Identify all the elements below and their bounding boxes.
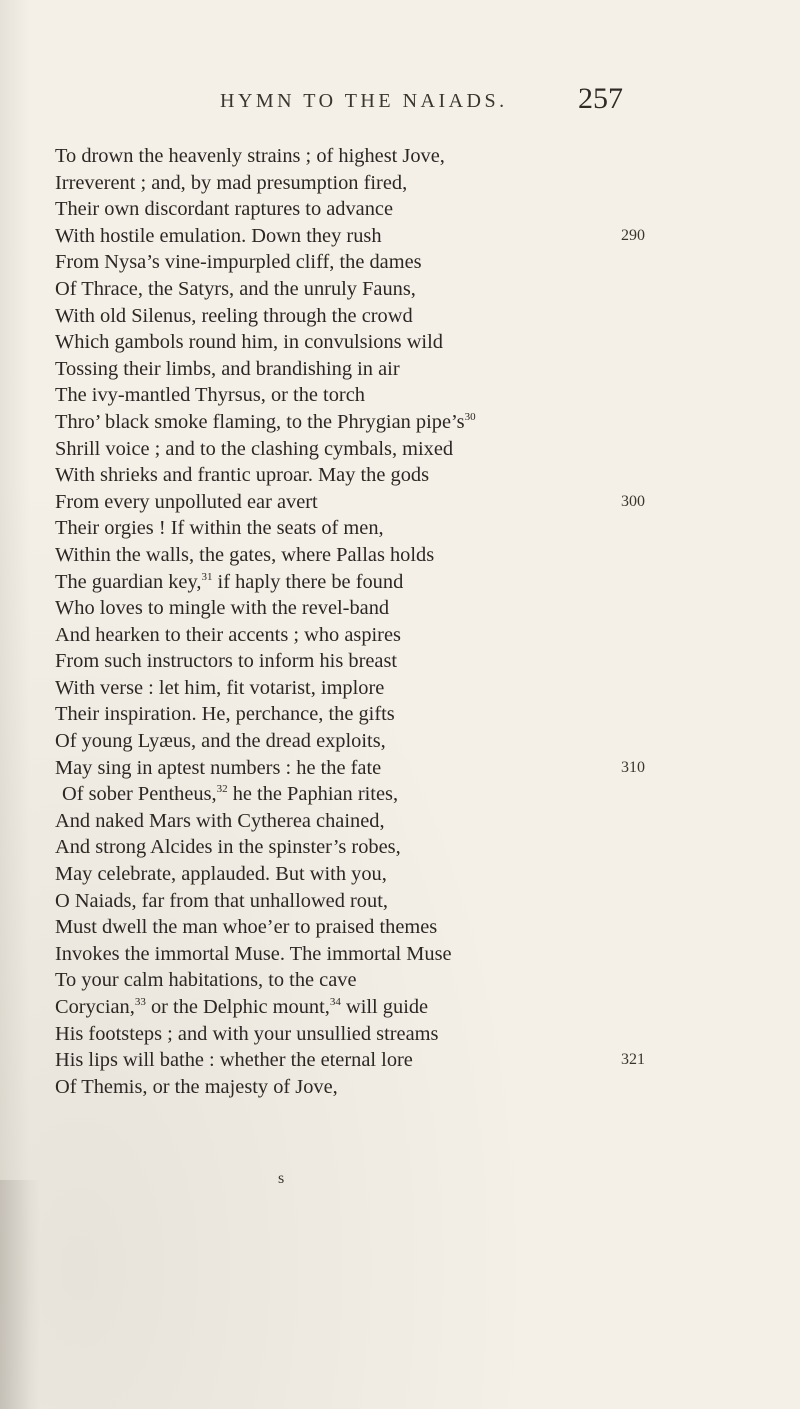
verse-line [0, 382, 800, 409]
running-title: HYMN TO THE NAIADS. [220, 90, 508, 112]
verse-line-text: And strong Alcides in the spinster’s robes, [55, 836, 401, 859]
verse-line [0, 728, 800, 755]
verse-line [0, 1047, 800, 1074]
verse-line-text: Which gambols round him, in convulsions wild [55, 331, 443, 354]
verse-line-text: Within the walls, the gates, where Pallas holds [55, 543, 435, 566]
verse-line-text: The guardian key,$^{31}$ if haply there be found [55, 570, 404, 593]
verse-line [0, 994, 800, 1021]
verse-line-text: May sing in aptest numbers : he the fate [55, 756, 382, 779]
verse-line [0, 914, 800, 941]
binding-shadow [0, 1180, 40, 1409]
verse-line-text: With shrieks and frantic uproar. May the gods [55, 464, 430, 487]
verse-line [0, 143, 800, 170]
verse-line [0, 701, 800, 728]
verse-line [0, 888, 800, 915]
verse-line-text: Who loves to mingle with the revel-band [55, 597, 390, 620]
verse-line [0, 303, 800, 330]
page-number: 257 [578, 82, 623, 115]
verse-line [0, 489, 800, 516]
line-number: 321 [621, 1051, 645, 1069]
verse-line-text: To your calm habitations, to the cave [55, 969, 357, 992]
verse-line-text: To drown the heavenly strains ; of highest Jove, [55, 145, 445, 167]
verse-line-text: Invokes the immortal Muse. The immortal Muse [55, 942, 452, 965]
footnote-ref[interactable]: 32 [216, 783, 228, 796]
verse-line [0, 515, 800, 542]
verse-line-text: Tossing their limbs, and brandishing in air [55, 357, 400, 380]
verse-line [0, 409, 800, 436]
verse-line-text: Their orgies ! If within the seats of men, [55, 517, 384, 540]
verse-line [0, 329, 800, 356]
verse-line [0, 170, 800, 197]
footnote-ref[interactable]: 34 [329, 996, 341, 1008]
verse-line-text: And hearken to their accents ; who aspires [55, 623, 401, 646]
verse-line [0, 1074, 800, 1101]
verse-line-text: With old Silenus, reeling through the crowd [55, 304, 413, 327]
verse-line [0, 249, 800, 276]
verse-line-text: Of Thrace, the Satyrs, and the unruly Fauns, [55, 277, 416, 300]
verse-line-text: Irreverent ; and, by mad presumption fired, [55, 171, 408, 194]
verse-line [0, 436, 800, 463]
verse-line [0, 755, 800, 782]
verse-line-text: And naked Mars with Cytherea chained, [55, 809, 385, 832]
footnote-ref[interactable]: 30 [464, 410, 476, 423]
verse-line [0, 808, 800, 835]
verse-line [0, 675, 800, 702]
verse-line-text: Thro’ black smoke flaming, to the Phrygian $pipe’s^{30}$ [55, 410, 476, 433]
verse-line-text: With verse : let him, fit votarist, implore [55, 676, 385, 699]
verse-line-text: From every unpolluted ear avert [55, 490, 318, 513]
verse-line-text: Their inspiration. He, perchance, the gifts [55, 703, 395, 726]
verse-line-text: His lips will bathe : whether the eternal lore [55, 1049, 413, 1072]
verse-line-text: With hostile emulation. Down they rush [55, 224, 382, 247]
verse-line-text: Must dwell the man whoe’er to praised themes [55, 916, 438, 939]
verse-line [0, 941, 800, 968]
verse-line-text: From Nysa’s vine-impurpled cliff, the dames [55, 251, 422, 274]
verse-line [0, 223, 800, 250]
verse-line [0, 356, 800, 383]
verse-line [0, 781, 800, 808]
line-number: 310 [621, 758, 645, 776]
verse-line [0, 834, 800, 861]
verse-line [0, 1021, 800, 1048]
verse-line [0, 462, 800, 489]
signature-mark: s [278, 1170, 285, 1187]
verse-line-text: His footsteps ; and with your unsullied streams [55, 1022, 439, 1045]
verse-line [0, 196, 800, 223]
footnote-ref[interactable]: 33 [134, 996, 146, 1008]
verse-line-text: O Naiads, far from that unhallowed rout, [55, 889, 388, 912]
line-number: 300 [621, 492, 645, 510]
line-number: 290 [621, 226, 645, 244]
verse-line-text: From such instructors to inform his breast [55, 650, 398, 673]
verse-line-text: Corycian,$^{33}$ or the Delphic mount,$^{34}$ will guide [55, 996, 429, 1018]
verse-line-text: Their own discordant raptures to advance [55, 198, 394, 221]
verse-line [0, 276, 800, 303]
verse-line-text: Shrill voice ; and to the clashing cymbals, mixed [55, 437, 454, 460]
verse-line-text: The ivy-mantled Thyrsus, or the torch [55, 384, 365, 407]
footnote-ref[interactable]: 31 [201, 570, 213, 583]
verse-line [0, 542, 800, 569]
verse-line [0, 967, 800, 994]
verse-line [0, 569, 800, 596]
running-head [0, 78, 800, 118]
verse-line [0, 595, 800, 622]
verse-line [0, 648, 800, 675]
poem-verse [0, 143, 800, 1100]
verse-line-text: Of sober Pentheus,$^{32}$ he the Paphian rites, [62, 783, 399, 806]
verse-line [0, 622, 800, 649]
verse-line-text: Of young Lyæus, and the dread exploits, [55, 730, 386, 753]
verse-line [0, 861, 800, 888]
verse-line-text: May celebrate, applauded. But with you, [55, 863, 387, 886]
verse-line-text: Of Themis, or the majesty of Jove, [55, 1075, 338, 1098]
